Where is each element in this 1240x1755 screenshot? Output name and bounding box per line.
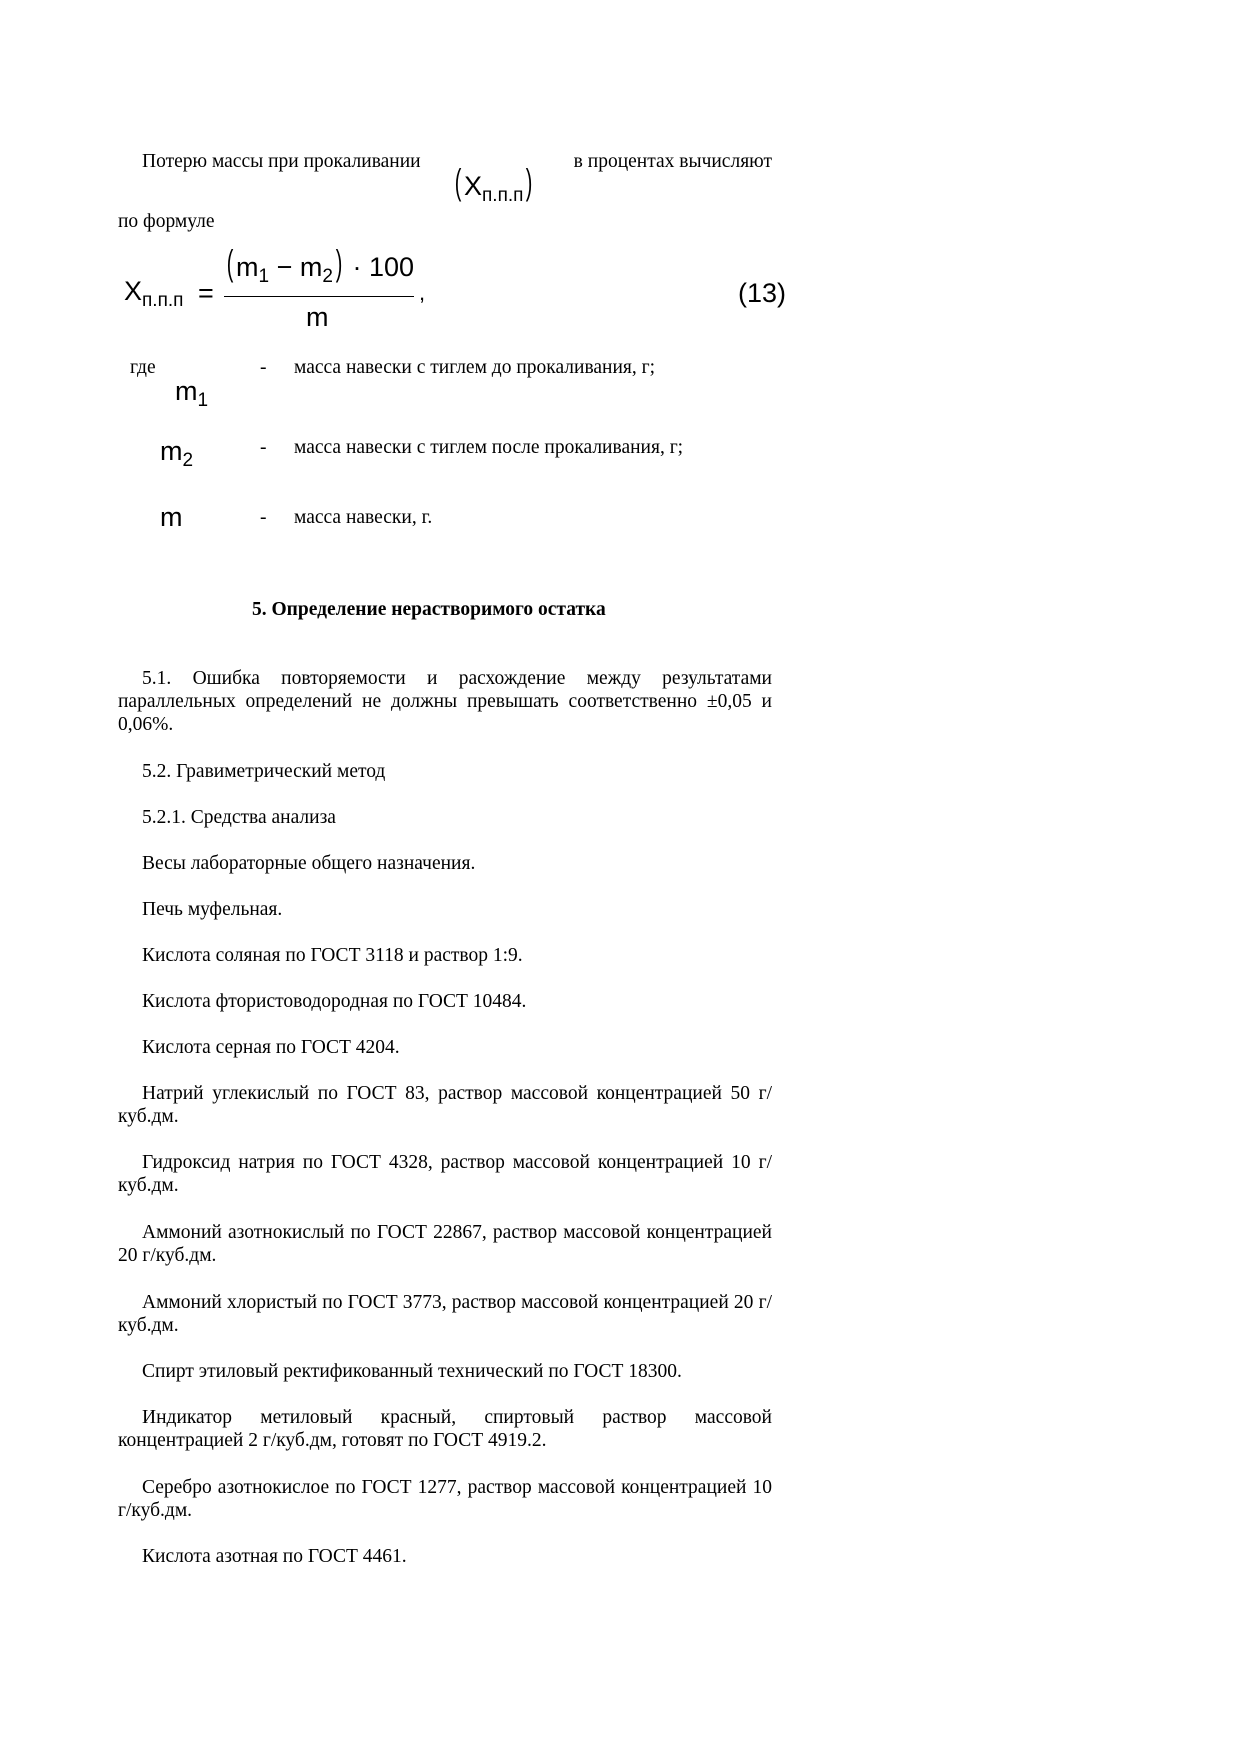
paragraph-nh4cl: Аммоний хлористый по ГОСТ 3773, раствор массовой концентрацией 20 г/куб.дм. (118, 1292, 772, 1336)
paragraph-na2co3: Натрий углекислый по ГОСТ 83, раствор массовой концентрацией 50 г/куб.дм. (118, 1083, 772, 1127)
formula-lhs-x: X (124, 276, 143, 306)
num-m2: m (299, 252, 323, 282)
where-sym-2-m: m (160, 436, 183, 466)
paragraph-indicator: Индикатор метиловый красный, спиртовый раствор массовой концентрацией 2 г/куб.дм, готовят по ГОСТ 4919.2. (118, 1407, 772, 1451)
formula-comma: , (419, 280, 426, 305)
paragraph-scales: Весы лабораторные общего назначения. (142, 853, 476, 874)
num-dot: · (352, 252, 362, 282)
formula-numerator: $(m_1 - m_2) \cdot 100$ (226, 242, 415, 287)
paragraph-h2so4: Кислота серная по ГОСТ 4204. (142, 1037, 400, 1058)
formula-13 (118, 242, 798, 340)
paragraph-furnace: Печь муфельная. (142, 899, 283, 920)
paragraph-5-2: 5.2. Гравиметрический метод (142, 761, 386, 782)
paragraph-hcl: Кислота соляная по ГОСТ 3118 и раствор 1:9. (142, 945, 523, 966)
paragraph-agno3: Серебро азотнокислое по ГОСТ 1277, раствор массовой концентрацией 10 г/куб.дм. (118, 1477, 772, 1521)
intro-left-text: Потерю массы при прокаливании (142, 151, 421, 172)
formula-lhs-sub: п.п.п (142, 290, 184, 311)
paragraph-hno3: Кислота азотная по ГОСТ 4461. (142, 1546, 407, 1567)
where-dash-2: - (260, 437, 267, 458)
intro-line-2: по формуле (118, 211, 215, 232)
num-m2-sub: 2 (322, 266, 333, 287)
intro-symbol-sub: п.п.п (482, 185, 524, 206)
where-sym-1-m: m (175, 376, 198, 406)
paragraph-5-2-1: 5.2.1. Средства анализа (142, 807, 336, 828)
paragraph-nh4no3: Аммоний азотнокислый по ГОСТ 22867, раствор массовой концентрацией 20 г/куб.дм. (118, 1222, 772, 1266)
where-sym-2-sub: 2 (182, 450, 194, 471)
where-desc-1: масса навески с тиглем до прокаливания, г; (294, 357, 656, 378)
where-dash-3: - (260, 507, 267, 528)
section-heading: 5. Определение нерастворимого остатка (252, 599, 606, 620)
where-sym-1 (175, 374, 208, 412)
where-desc-2: масса навески с тиглем после прокаливания, г; (294, 437, 684, 458)
formula-denominator: m (306, 302, 329, 332)
formula-number: (13) (738, 278, 787, 308)
fraction-bar (224, 296, 414, 297)
formula-lhs (124, 274, 183, 312)
where-desc-3: масса навески, г. (294, 507, 433, 528)
formula-equals: = (198, 278, 214, 308)
num-minus: − (276, 252, 293, 282)
intro-symbol: ( $X_{п.п.п}$) (454, 161, 533, 206)
paragraph-5-1: 5.1. Ошибка повторяемости и расхождение между результатами параллельных определений не должны превышать соответственно ±0,05 и 0,06%. (118, 668, 772, 735)
paragraph-ethanol: Спирт этиловый ректификованный технический по ГОСТ 18300. (142, 1361, 682, 1382)
intro-symbol-x: X (464, 171, 483, 201)
where-sym-2 (160, 434, 193, 472)
where-sym-3-m: m (160, 502, 183, 532)
intro-right-text: в процентах вычисляют (573, 151, 772, 172)
where-dash-1: - (260, 357, 267, 378)
paragraph-hf: Кислота фтористоводородная по ГОСТ 10484. (142, 991, 527, 1012)
num-hundred: 100 (369, 252, 415, 282)
num-m1: m (236, 252, 259, 282)
where-sym-3 (160, 500, 183, 534)
where-label: где (130, 357, 156, 378)
where-sym-1-sub: 1 (197, 390, 209, 411)
paragraph-naoh: Гидроксид натрия по ГОСТ 4328, раствор массовой концентрацией 10 г/куб.дм. (118, 1152, 772, 1196)
num-m1-sub: 1 (258, 266, 270, 287)
